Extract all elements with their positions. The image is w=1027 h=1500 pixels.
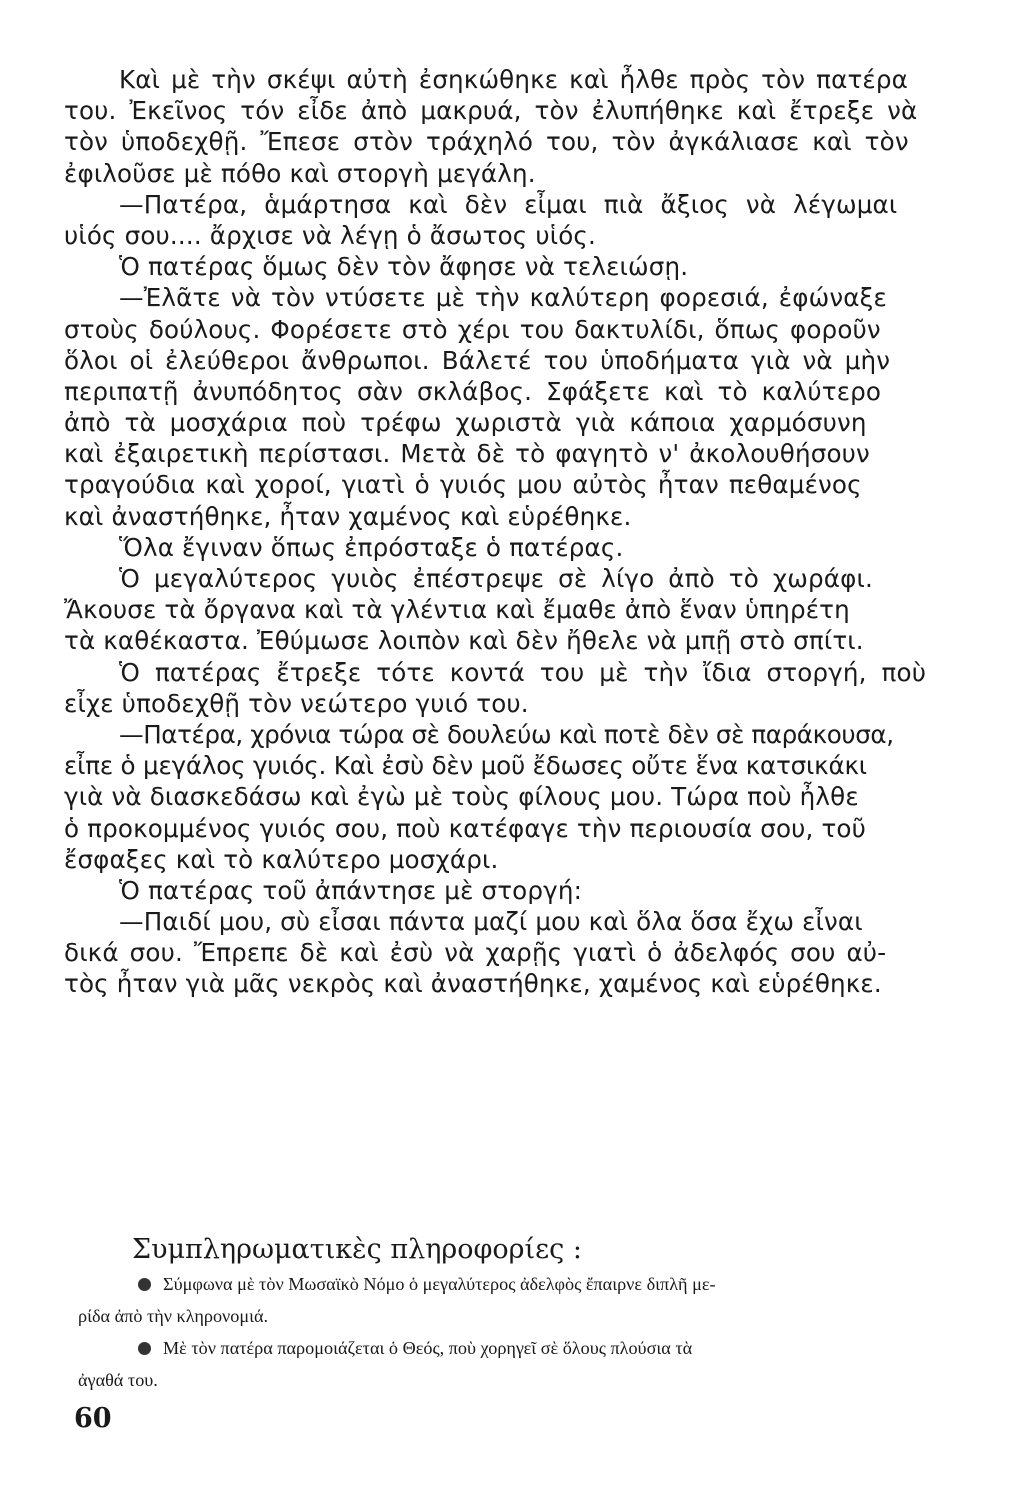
text-line: εἶπε ὁ μεγάλος γυιός. Καὶ ἐσὺ δὲν μοῦ ἔδωσες οὔτε ἕνα κατσικάκι (64, 751, 867, 781)
page-number: 60 (74, 1403, 112, 1434)
text-line: γιὰ νὰ διασκεδάσω καὶ ἐγὼ μὲ τοὺς φίλους μου. Τώρα ποὺ ἦλθε (64, 782, 859, 812)
text-line: του. Ἐκεῖνος τόν εἶδε ἀπὸ μακρυά, τὸν ἐλυπήθηκε καὶ ἔτρεξε νὰ (64, 96, 918, 126)
note-text: Σύμφωνα μὲ τὸν Μωσαϊκὸ Νόμο ὁ μεγαλύτερος ἀδελφὸς ἔπαιρνε διπλῆ με- (163, 1274, 716, 1294)
text-line: Ὅλα ἔγιναν ὅπως ἐπρόσταξε ὁ πατέρας. (119, 532, 624, 562)
text-line: —Παιδί μου, σὺ εἶσαι πάντα μαζί μου καὶ ὅλα ὅσα ἔχω εἶναι (119, 907, 863, 937)
text-line: τὰ καθέκαστα. Ἐθύμωσε λοιπὸν καὶ δὲν ἤθελε νὰ μπῇ στὸ σπίτι. (64, 626, 864, 656)
text-line: περιπατῇ ἀνυπόδητος σὰν σκλάβος. Σφάξετε καὶ τὸ καλύτερο (64, 376, 882, 406)
text-line: ἐφιλοῦσε μὲ πόθο καὶ στοργὴ μεγάλη. (64, 158, 536, 188)
text-line: ἔσφαξες καὶ τὸ καλύτερο μοσχάρι. (64, 844, 499, 874)
text-line: Ἄκουσε τὰ ὄργανα καὶ τὰ γλέντια καὶ ἔμαθε ἀπὸ ἕναν ὑπηρέτη (64, 595, 850, 625)
text-line: —Ἐλᾶτε νὰ τὸν ντύσετε μὲ τὴν καλύτερη φορεσιά, ἐφώναξε (119, 283, 887, 313)
story-text (64, 64, 1016, 1000)
text-line: —Πατέρα, ἁμάρτησα καὶ δὲν εἶμαι πιὰ ἄξιος νὰ λέγωμαι (119, 189, 898, 219)
text-line: δικά σου. Ἔπρεπε δὲ καὶ ἐσὺ νὰ χαρῇς γιατὶ ὁ ἀδελφός σου αὐ- (64, 938, 887, 968)
note-line: ἀγαθά του. (78, 1370, 158, 1390)
text-line: τὸς ἦταν γιὰ μᾶς νεκρὸς καὶ ἀναστήθηκε, χαμένος καὶ εὑρέθηκε. (64, 969, 882, 999)
bullet-icon (138, 1342, 151, 1355)
supplementary-info (70, 1232, 1020, 1396)
text-line: Ὁ πατέρας ὅμως δὲν τὸν ἄφησε νὰ τελειώσῃ. (119, 252, 689, 282)
note-line (70, 1332, 1020, 1364)
text-line: στοὺς δούλους. Φορέσετε στὸ χέρι του δακτυλίδι, ὅπως φοροῦν (64, 314, 881, 344)
text-line: Ὁ μεγαλύτερος γυιὸς ἐπέστρεψε σὲ λίγο ἀπὸ τὸ χωράφι. (119, 564, 873, 593)
note-line: ρίδα ἀπὸ τὴν κληρονομιά. (78, 1306, 269, 1326)
text-line: Καὶ μὲ τὴν σκέψι αὐτὴ ἐσηκώθηκε καὶ ἦλθε πρὸς τὸν πατέρα (119, 65, 908, 94)
note-text: Μὲ τὸν πατέρα παρομοιάζεται ὁ Θεός, ποὺ χορηγεῖ σὲ ὅλους πλούσια τὰ (163, 1338, 693, 1358)
text-line: καὶ ἀναστήθηκε, ἦταν χαμένος καὶ εὑρέθηκε. (64, 501, 632, 531)
text-line: τὸν ὑποδεχθῇ. Ἔπεσε στὸν τράχηλό του, τὸν ἀγκάλιασε καὶ τὸν (64, 127, 909, 157)
note-line (70, 1268, 1020, 1300)
text-line: καὶ ἐξαιρετικὴ περίστασι. Μετὰ δὲ τὸ φαγητὸ ν' ἀκολουθήσουν (64, 439, 870, 469)
text-line: ἀπὸ τὰ μοσχάρια ποὺ τρέφω χωριστὰ γιὰ κάποια χαρμόσυνη (64, 408, 867, 438)
text-line: ὁ προκομμένος γυιός σου, ποὺ κατέφαγε τὴν περιουσία σου, τοῦ (64, 813, 866, 843)
text-line: τραγούδια καὶ χοροί, γιατὶ ὁ γυιός μου αὐτὸς ἦταν πεθαμένος (64, 470, 862, 500)
bullet-icon (138, 1278, 151, 1291)
text-line: εἶχε ὑποδεχθῇ τὸν νεώτερο γυιό του. (64, 688, 529, 718)
text-line: Ὁ πατέρας τοῦ ἀπάντησε μὲ στοργή: (119, 875, 583, 905)
text-line: Ὁ πατέρας ἔτρεξε τότε κοντά του μὲ τὴν ἴδια στοργή, ποὺ (119, 657, 927, 687)
text-line: —Πατέρα, χρόνια τώρα σὲ δουλεύω καὶ ποτὲ δὲν σὲ παράκουσα, (119, 719, 894, 749)
supplementary-title: Συμπληρωματικὲς πληροφορίες : (132, 1234, 582, 1265)
text-line: υἱός σου.... ἄρχισε νὰ λέγῃ ὁ ἄσωτος υἱός. (64, 220, 596, 250)
text-line: ὅλοι οἱ ἐλεύθεροι ἄνθρωποι. Βάλετέ του ὑποδήματα γιὰ νὰ μὴν (64, 345, 891, 375)
